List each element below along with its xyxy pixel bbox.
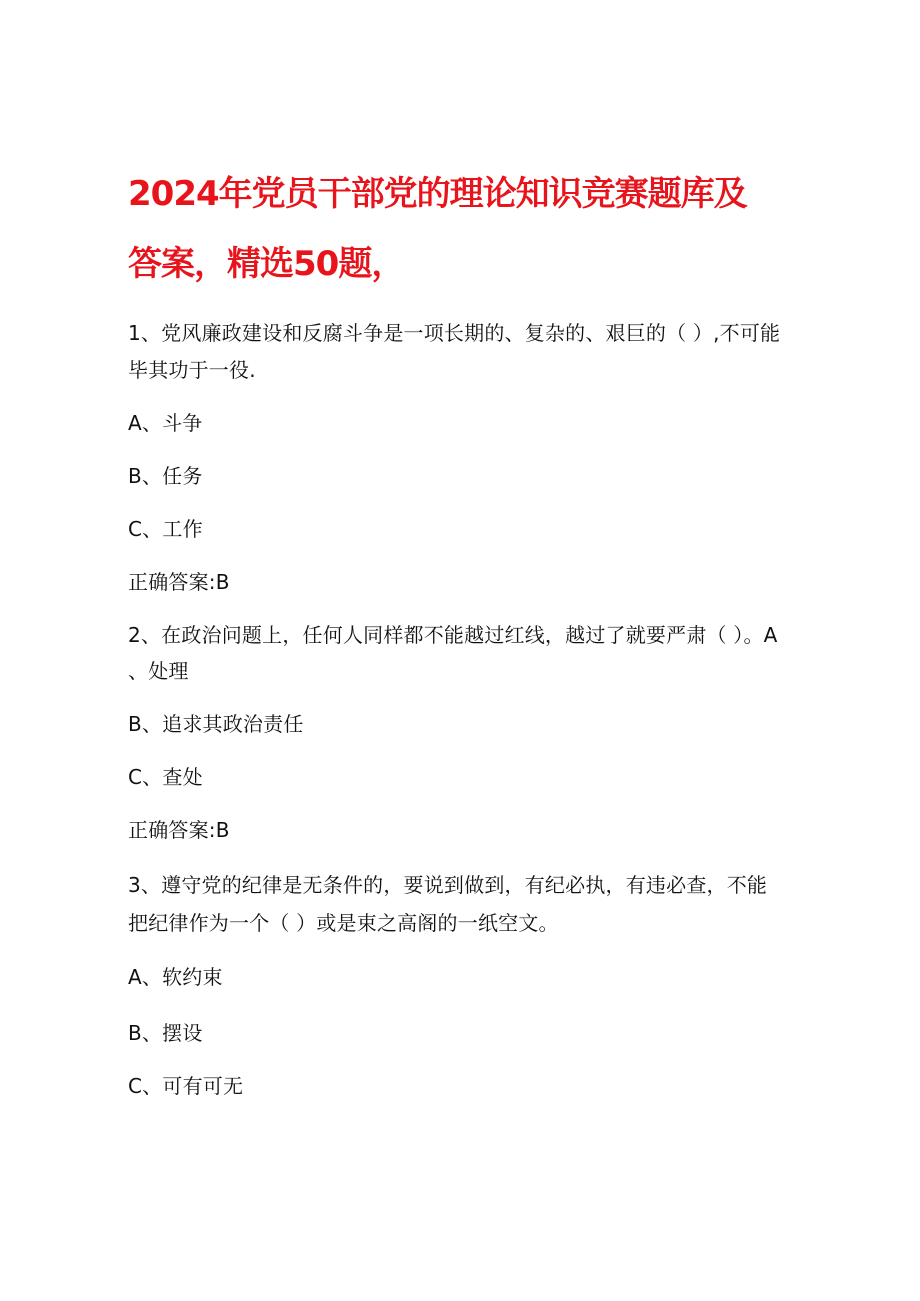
question-2-option-c: C、查处 xyxy=(128,765,203,789)
document-title-line-1: 2024年党员干部党的理论知识竞赛题库及 xyxy=(128,174,747,214)
question-1-option-c: C、工作 xyxy=(128,517,203,541)
question-3-text-line-2: 把纪律作为一个（ ）或是束之高阁的一纸空文。 xyxy=(128,911,559,935)
question-2-option-b: B、追求其政治责任 xyxy=(128,712,304,736)
question-1-text-line-2: 毕其功于一役. xyxy=(128,358,256,382)
question-1-answer: 正确答案:B xyxy=(128,570,230,594)
question-2-text-line-1: 2、在政治问题上，任何人同样都不能越过红线，越过了就要严肃（ ）。A xyxy=(128,623,778,647)
question-3-option-c: C、可有可无 xyxy=(128,1074,244,1098)
question-1-option-a: A、斗争 xyxy=(128,411,203,435)
question-3-option-b: B、摆设 xyxy=(128,1021,203,1045)
question-3-option-a: A、软约束 xyxy=(128,965,223,989)
question-2-text-line-2: 、处理 xyxy=(128,659,189,683)
question-2-answer: 正确答案:B xyxy=(128,818,230,842)
question-1-text-line-1: 1、党风廉政建设和反腐斗争是一项长期的、复杂的、艰巨的（ ）,不可能 xyxy=(128,321,781,345)
question-3-text-line-1: 3、遵守党的纪律是无条件的，要说到做到，有纪必执，有违必查，不能 xyxy=(128,873,768,897)
document-title-line-2: 答案，精选50题， xyxy=(128,244,405,284)
question-1-option-b: B、任务 xyxy=(128,464,203,488)
